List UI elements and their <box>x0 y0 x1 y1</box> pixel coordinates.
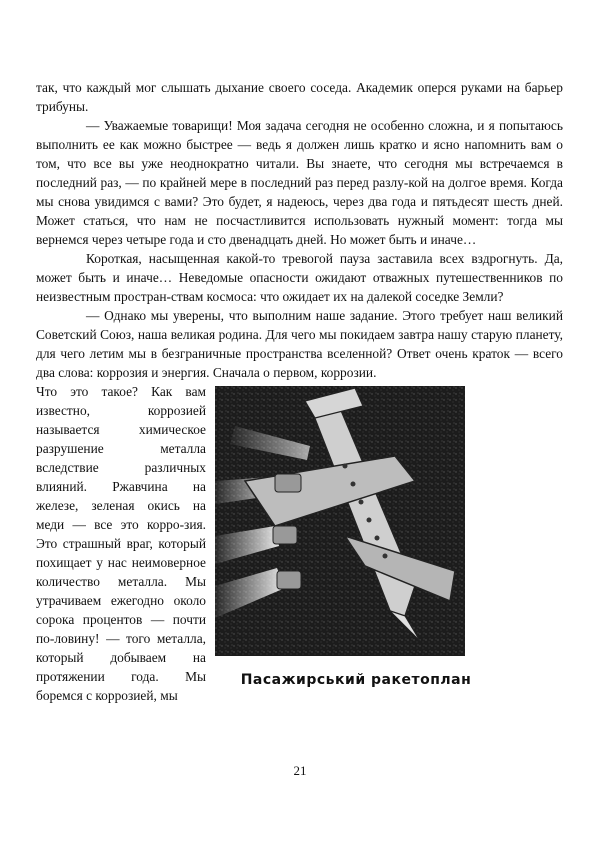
left-column <box>36 382 206 705</box>
paragraph-1: так, что каждый мог слышать дыхание своего соседа. Академик оперся руками на барьер трибуны. <box>36 80 563 114</box>
paragraph-3: Короткая, насыщенная какой-то тревогой пауза заставила всех вздрогнуть. Да, может быть и иначе… Неведомые опасности ожидают отважных путешественников по неизвестным простран-ствам космоса: что ожидает их на далекой соседке Земли? <box>36 251 563 304</box>
paragraph-4: — Однако мы уверены, что выполним наше задание. Этого требует наш великий Советский Союз, наша великая родина. Для чего мы покидаем завтра нашу старую планету, для чего летим мы в безграничные пространства вселенной? Ответ очень краток — всего два слова: коррозия и энергия. Сначала о первом, коррозии. <box>36 308 563 380</box>
rocketplane-image <box>215 386 465 656</box>
rocketplane-illustration <box>215 386 465 656</box>
page-body <box>36 78 563 703</box>
paragraph-2: — Уважаемые товарищи! Моя задача сегодня не особенно сложна, и я попытаюсь выполнить ее как можно быстрее — ведь я должен лишь кратко и ясно напомнить вам о том, что все вы уже неоднократно читали. Вы знаете, что сегодня мы встречаемся в последний раз, — по крайней мере в последний раз перед разлу-кой на долгое время. Когда мы снова увидимся с вами? Это будет, я надеюсь, через два года и пятьдесят шесть дней. Может статься, что нам не посчастливится использовать нужный момент: тогда мы вернемся через четыре года и сто двенадцать дней. Но может быть и иначе… <box>36 118 563 247</box>
page-number: 21 <box>293 763 307 778</box>
figure-caption: Пасажирський ракетоплан <box>240 672 472 688</box>
column-paragraph: Что это такое? Как вам известно, коррозией называется химическое разрушение металла вследствие различных влияний. Ржавчина на железе, зеленая окись на меди — все это корро-зия. Это страшный враг, который похищает у нас неимоверное количество металла. Мы утрачиваем ежегодно около сорока процентов — почти по-ловину! — того металла, который добываем на протяжении года. Мы боремся с коррозией, мы <box>36 384 206 703</box>
